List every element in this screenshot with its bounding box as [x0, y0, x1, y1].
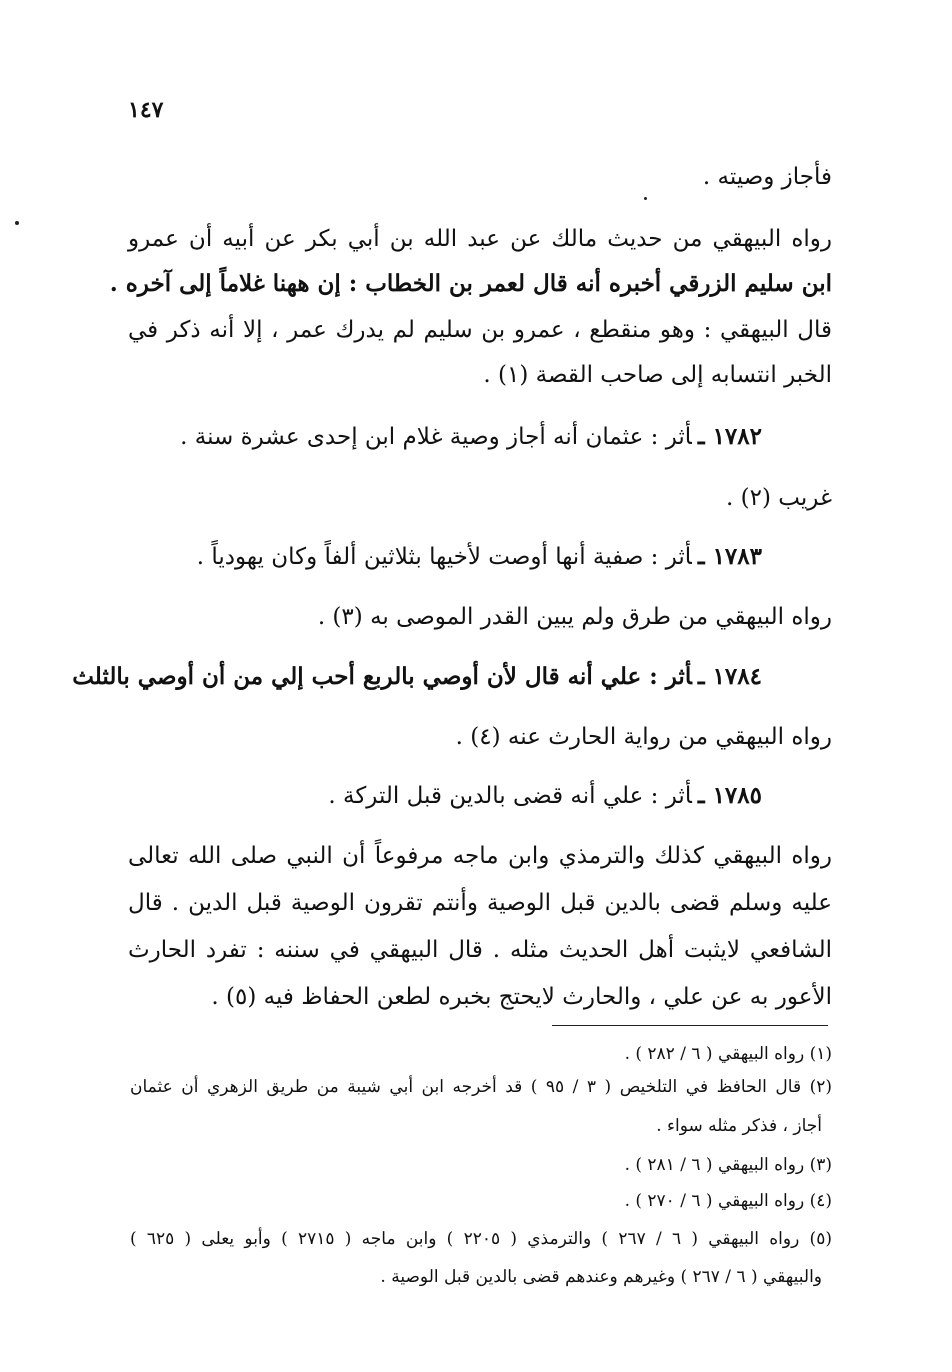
body-line-15: الشافعي لايثبت أهل الحديث مثله . قال البيهقي في سننه : تفرد الحارث	[128, 937, 832, 963]
body-line-7: غريب (٢) .	[726, 485, 832, 511]
footnote-2-continued: أجاز ، فذكر مثله سواء .	[656, 1116, 822, 1136]
body-line-16: الأعور به عن علي ، والحارث لايحتج بخبره لطعن الحفاظ فيه (٥) .	[211, 984, 832, 1010]
footnote-4: (٤) رواه البيهقي ( ٦ / ٢٧٠ ) .	[624, 1191, 832, 1211]
body-line-5: الخبر انتسابه إلى صاحب القصة (١) .	[483, 362, 832, 388]
footnote-3: (٣) رواه البيهقي ( ٦ / ٢٨١ ) .	[624, 1155, 832, 1175]
entry-text: أثر : عثمان أنه أجاز وصية غلام ابن إحدى عشرة سنة .	[180, 424, 692, 450]
body-line-1: فأجاز وصيته .	[702, 164, 832, 190]
footnote-2: (٢) قال الحافظ في التلخيص ( ٣ / ٩٥ ) قد أخرجه ابن أبي شيبة من طريق الزهري أن عثمان	[130, 1077, 832, 1097]
footnote-5: (٥) رواه البيهقي ( ٦ / ٢٦٧ ) والترمذي ( ٢٢٠٥ ) وابن ماجه ( ٢٧١٥ ) وأبو يعلى ( ٦٢٥ )	[130, 1229, 832, 1249]
body-line-13: رواه البيهقي كذلك والترمذي وابن ماجه مرفوعاً أن النبي صلى الله تعالى	[128, 843, 832, 869]
footnote-5-continued: والبيهقي ( ٦ / ٢٦٧ ) وغيرهم وعندهم قضى بالدين قبل الوصية .	[380, 1267, 822, 1287]
body-line-3: ابن سليم الزرقي أخبره أنه قال لعمر بن الخطاب : إن ههنا غلاماً إلى آخره .	[109, 270, 832, 297]
entry-number: ١٧٨٢ ـ	[697, 423, 762, 450]
ink-speck	[15, 221, 19, 225]
entry-number: ١٧٨٥ ـ	[697, 782, 762, 809]
entry-text: أثر : علي أنه قال لأن أوصي بالربع أحب إلي من أن أوصي بالثلث	[72, 663, 692, 690]
entry-1782	[128, 420, 762, 454]
ink-speck	[644, 197, 647, 200]
footnote-1: (١) رواه البيهقي ( ٦ / ٢٨٢ ) .	[624, 1044, 832, 1064]
page-number: ١٤٧	[128, 97, 164, 123]
entry-1783	[128, 540, 762, 574]
entry-text: أثر : صفية أنها أوصت لأخيها بثلاثين ألفاً وكان يهودياً .	[196, 544, 692, 570]
body-line-4: قال البيهقي : وهو منقطع ، عمرو بن سليم لم يدرك عمر ، إلا أنه ذكر في	[128, 317, 832, 343]
body-line-2: رواه البيهقي من حديث مالك عن عبد الله بن أبي بكر عن أبيه أن عمرو	[128, 226, 832, 252]
body-line-14: عليه وسلم قضى بالدين قبل الوصية وأنتم تقرون الوصية قبل الدين . قال	[128, 890, 832, 916]
entry-number: ١٧٨٤ ـ	[697, 663, 762, 690]
entry-1784	[72, 660, 762, 694]
entry-text: أثر : علي أنه قضى بالدين قبل التركة .	[328, 783, 692, 809]
entry-number: ١٧٨٣ ـ	[697, 543, 762, 570]
entry-1785	[128, 779, 762, 813]
body-line-11: رواه البيهقي من رواية الحارث عنه (٤) .	[455, 724, 832, 750]
body-line-9: رواه البيهقي من طرق ولم يبين القدر الموصى به (٣) .	[317, 604, 832, 630]
footnote-divider	[552, 1025, 828, 1026]
